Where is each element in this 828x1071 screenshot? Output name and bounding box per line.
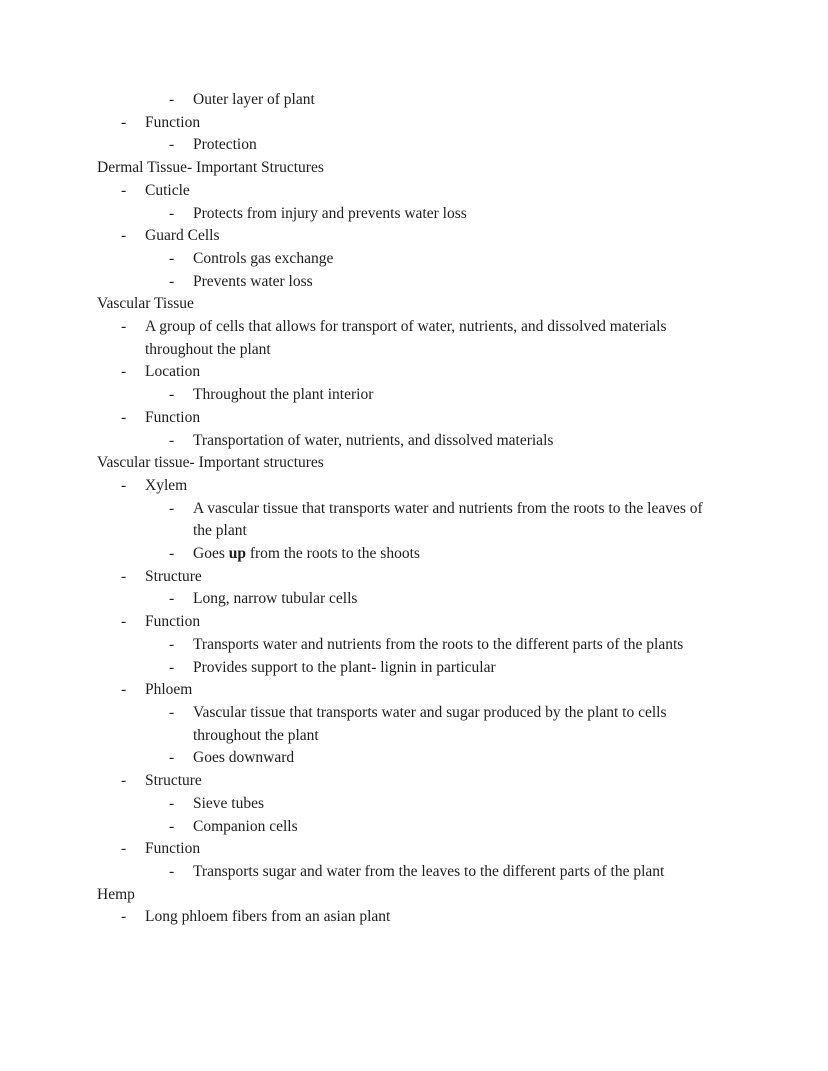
bullet-item — [97, 316, 724, 361]
dash-bullet-icon: - — [121, 476, 127, 494]
text-run: Structure — [145, 567, 202, 585]
bullet-item — [97, 634, 724, 657]
text-run: Sieve tubes — [193, 794, 265, 812]
heading-line — [97, 884, 724, 907]
text-run: Location — [145, 363, 201, 381]
text-run: Xylem — [145, 476, 188, 494]
bullet-item — [97, 134, 724, 157]
bullet-item — [97, 361, 724, 384]
dash-bullet-icon: - — [169, 272, 175, 290]
text-run: Vascular tissue- Important structures — [97, 454, 324, 472]
dash-bullet-icon: - — [121, 181, 127, 199]
bullet-item — [97, 657, 724, 680]
bullet-item — [97, 384, 724, 407]
dash-bullet-icon: - — [121, 113, 127, 131]
heading-line — [97, 293, 724, 316]
dash-bullet-icon: - — [121, 772, 127, 790]
dash-bullet-icon: - — [169, 794, 175, 812]
text-run: Long phloem fibers from an asian plant — [145, 908, 391, 926]
heading-line — [97, 452, 724, 475]
bullet-item — [97, 475, 724, 498]
heading-line — [97, 157, 724, 180]
dash-bullet-icon: - — [121, 613, 127, 631]
text-run: Function — [145, 840, 201, 858]
dash-bullet-icon: - — [169, 249, 175, 267]
text-run: Structure — [145, 772, 202, 790]
bullet-item — [97, 248, 724, 271]
text-run: Function — [145, 113, 201, 131]
text-run: Transports water and nutrients from the roots to the different parts of the plants — [193, 635, 684, 653]
dash-bullet-icon: - — [169, 749, 175, 767]
dash-bullet-icon: - — [121, 363, 127, 381]
text-run: Goes — [193, 545, 229, 563]
text-run: Guard Cells — [145, 227, 220, 245]
dash-bullet-icon: - — [169, 862, 175, 880]
text-run: Controls gas exchange — [193, 249, 334, 267]
dash-bullet-icon: - — [121, 408, 127, 426]
text-run: from the roots to the shoots — [245, 545, 420, 563]
dash-bullet-icon: - — [121, 567, 127, 585]
dash-bullet-icon: - — [121, 318, 127, 336]
text-run: Vascular tissue that transports water and sugar produced by the plant to cells throughout the plant — [193, 703, 667, 744]
text-run: Long, narrow tubular cells — [193, 590, 358, 608]
dash-bullet-icon: - — [169, 590, 175, 608]
text-run: Transports sugar and water from the leaves to the different parts of the plant — [193, 862, 665, 880]
bullet-item — [97, 906, 724, 929]
text-run: Vascular Tissue — [97, 295, 194, 313]
text-run: Function — [145, 408, 201, 426]
bullet-item — [97, 702, 724, 747]
text-run: Function — [145, 613, 201, 631]
dash-bullet-icon: - — [169, 499, 175, 517]
bullet-item — [97, 271, 724, 294]
text-run: Protects from injury and prevents water loss — [193, 204, 467, 222]
text-run: Transportation of water, nutrients, and dissolved materials — [193, 431, 554, 449]
text-run: Phloem — [145, 681, 193, 699]
bullet-item — [97, 770, 724, 793]
text-run: Hemp — [97, 885, 135, 903]
bullet-item — [97, 816, 724, 839]
text-run: A vascular tissue that transports water and nutrients from the roots to the leaves of the plant — [193, 499, 703, 540]
notes-outline — [97, 89, 724, 929]
bullet-item — [97, 793, 724, 816]
bullet-item — [97, 611, 724, 634]
dash-bullet-icon: - — [169, 545, 175, 563]
text-run: Protection — [193, 136, 257, 154]
dash-bullet-icon: - — [169, 91, 175, 108]
bullet-item — [97, 203, 724, 226]
bullet-item — [97, 543, 724, 566]
dash-bullet-icon: - — [169, 136, 175, 154]
text-run: Provides support to the plant- lignin in particular — [193, 658, 496, 676]
text-run: Throughout the plant interior — [193, 386, 374, 404]
bullet-item — [97, 588, 724, 611]
dash-bullet-icon: - — [121, 227, 127, 245]
dash-bullet-icon: - — [169, 386, 175, 404]
text-run: A group of cells that allows for transport of water, nutrients, and dissolved materials throughout the plant — [145, 318, 667, 358]
dash-bullet-icon: - — [121, 681, 127, 699]
text-run: Dermal Tissue- Important Structures — [97, 159, 324, 177]
text-run: Prevents water loss — [193, 272, 313, 290]
bullet-item — [97, 747, 724, 770]
dash-bullet-icon: - — [121, 908, 127, 926]
bullet-item — [97, 679, 724, 702]
bullet-item — [97, 838, 724, 861]
bullet-item — [97, 861, 724, 884]
bullet-item — [97, 566, 724, 589]
text-run: Goes downward — [193, 749, 295, 767]
dash-bullet-icon: - — [169, 658, 175, 676]
dash-bullet-icon: - — [169, 431, 175, 449]
dash-bullet-icon: - — [169, 635, 175, 653]
bullet-item — [97, 112, 724, 135]
bold-text-run: up — [228, 545, 246, 563]
bullet-item — [97, 180, 724, 203]
text-run: Outer layer of plant — [193, 91, 315, 108]
bullet-item — [97, 225, 724, 248]
bullet-item — [97, 89, 724, 112]
dash-bullet-icon: - — [169, 204, 175, 222]
dash-bullet-icon: - — [169, 817, 175, 835]
text-run: Cuticle — [145, 181, 190, 199]
bullet-item — [97, 498, 724, 543]
dash-bullet-icon: - — [121, 840, 127, 858]
bullet-item — [97, 430, 724, 453]
text-run: Companion cells — [193, 817, 298, 835]
dash-bullet-icon: - — [169, 703, 175, 721]
bullet-item — [97, 407, 724, 430]
